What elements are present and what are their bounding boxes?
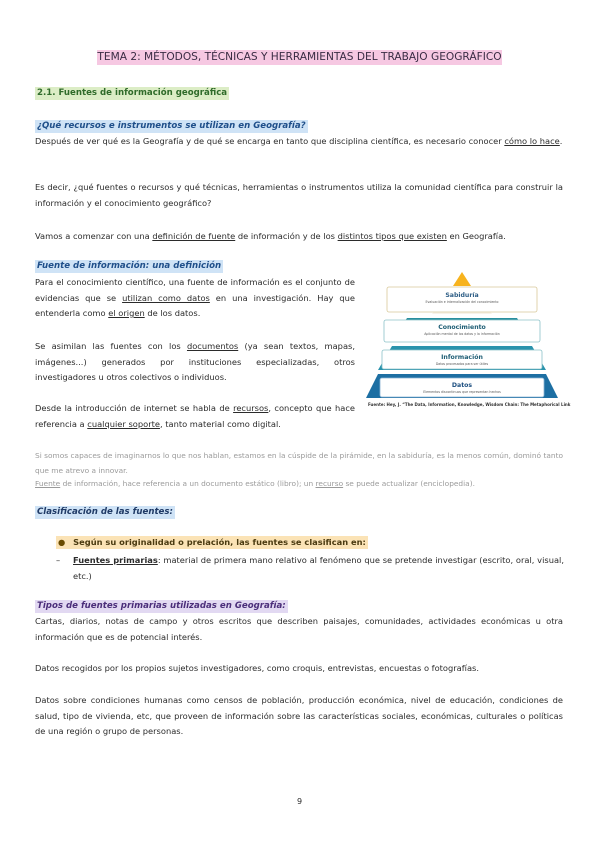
pyramid-caption-conocimiento: Aplicación mental de los datos y la información [424, 332, 500, 336]
pyramid-caption-datos: Elementos discontinuos que representan hechos [423, 390, 501, 394]
grey-note-2: Fuente de información, hace referencia a un documento estático (libro); un recurso se puede actualizar (enciclopedia). [35, 479, 475, 488]
pyramid-source: Fuente: Hey, J. “The Data, Information, Knowledge, Wisdom Chain: The Metaphorical Link [368, 402, 571, 407]
types-heading: Tipos de fuentes primarias utilizadas en Geografía: [37, 601, 286, 611]
pyramid-apex [453, 272, 471, 286]
page-number: 9 [296, 797, 303, 806]
section-heading: 2.1. Fuentes de información geográfica [37, 88, 228, 98]
types-paragraph-1: Cartas, diarios, notas de campo y otros escritos que describen paisajes, comunidades, actividades económicas u otra información que es de potencial interés. [35, 616, 563, 642]
classification-bullet: ● Según su originalidad o prelación, las fuentes se clasifican en: [58, 537, 366, 547]
question-heading: ¿Qué recursos e instrumentos se utilizan en Geografía? [37, 121, 306, 131]
types-paragraph-2: Datos recogidos por los propios sujetos investigadores, como croquis, entrevistas, encuestas o fotografías. [35, 663, 480, 673]
dash-marker: – [56, 555, 61, 565]
plan-paragraph: Vamos a comenzar con una definición de fuente de información y de los distintos tipos que existen en Geografía. [35, 231, 506, 241]
resources-paragraph: Desde la introducción de internet se habla de recursos, concepto que hace referencia a cualquier soporte, tanto material como digital. [35, 403, 355, 429]
classification-heading: Clasificación de las fuentes: [37, 507, 173, 517]
intro-paragraph: Después de ver qué es la Geografía y de qué se encarga en tanto que disciplina científica, es necesario conocer cómo lo hace. [35, 136, 563, 146]
page-title: TEMA 2: MÉTODOS, TÉCNICAS Y HERRAMIENTAS DEL TRABAJO GEOGRÁFICO [97, 51, 502, 63]
grey-note-1: Si somos capaces de imaginarnos lo que nos hablan, estamos en la cúspide de la pirámide, en la sabiduría, es la menos común, dominó tanto que me atrevo a innovar. [35, 451, 563, 475]
types-paragraph-3: Datos sobre condiciones humanas como censos de población, producción económica, nivel de educación, condiciones de salud, tipo de vivienda, etc, que proveen de información sobre las características sociales, económicas, culturales o políticas de una región o grupo de personas. [35, 695, 563, 736]
pyramid-label-conocimiento: Conocimiento [438, 324, 486, 331]
underlined-phrase: cómo lo hace [504, 136, 560, 146]
pyramid-caption-sabiduria: Evaluación e internalización del conocimiento [425, 300, 499, 304]
pyramid-caption-informacion: Datos procesados para ser útiles [435, 362, 489, 366]
dikw-pyramid-figure [362, 270, 572, 400]
documents-paragraph: Se asimilan las fuentes con los documentos (ya sean textos, mapas, imágenes...) generados por instituciones especializadas, otros investigadores u otros colectivos o individuos. [35, 341, 355, 382]
pyramid-label-datos: Datos [451, 382, 473, 389]
bullet-dot: ● [58, 537, 66, 547]
pyramid-label-sabiduria: Sabiduría [445, 292, 479, 299]
primary-sources-item: – Fuentes primarias: material de primera mano relativo al fenómeno que se pretende investigar (escrito, oral, visual, etc.) [56, 555, 564, 581]
definition-heading: Fuente de información: una definición [37, 261, 222, 271]
question-paragraph: Es decir, ¿qué fuentes o recursos y qué técnicas, herramientas o instrumentos utiliza la comunidad científica para construir la información y el conocimiento geográfico? [35, 182, 563, 208]
definition-paragraph: Para el conocimiento científico, una fuente de información es el conjunto de evidencias que se utilizan como datos en una investigación. Hay que entenderla como el origen de los datos. [35, 277, 355, 318]
pyramid-label-informacion: Información [441, 354, 483, 361]
